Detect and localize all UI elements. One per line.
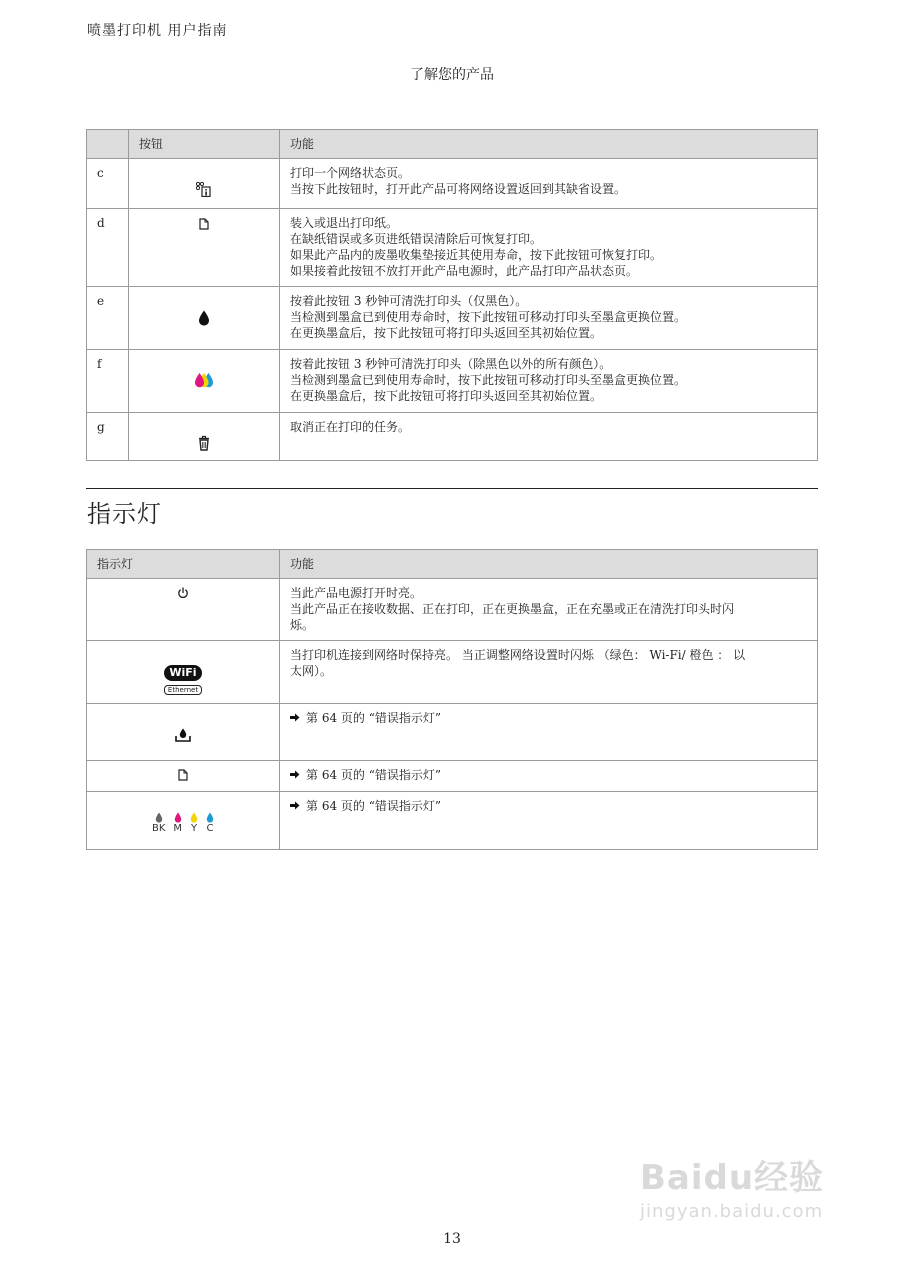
row-key: e	[87, 287, 129, 350]
function-line: 太网）。	[290, 664, 333, 678]
reference-line	[290, 767, 807, 783]
table-header-key	[87, 130, 129, 159]
row-key: c	[87, 159, 129, 209]
row-key: f	[87, 350, 129, 413]
table-row	[87, 287, 818, 350]
cmyk-ink-icon	[152, 812, 214, 835]
table-row	[87, 641, 818, 704]
buttons-table	[86, 129, 818, 461]
ink-c	[206, 812, 214, 835]
row-function	[280, 704, 818, 761]
table-row	[87, 209, 818, 287]
function-line: 取消正在打印的任务。	[290, 420, 411, 434]
watermark-logo-text: Baidu经验	[640, 1158, 825, 1198]
table-header-row	[87, 550, 818, 579]
cancel-trash-icon	[198, 435, 210, 455]
function-line: 在更换墨盒后，按下此按钮可将打印头返回至其初始位置。	[290, 326, 603, 340]
table-row	[87, 579, 818, 641]
section-title: 了解您的产品	[410, 67, 494, 83]
function-line: 按着此按钮 3 秒钟可清洗打印头（除黑色以外的所有颜色）。	[290, 357, 612, 371]
row-function	[280, 792, 818, 850]
function-line: 按着此按钮 3 秒钟可清洗打印头（仅黑色）。	[290, 294, 528, 308]
row-key: g	[87, 413, 129, 461]
row-function	[280, 641, 818, 704]
function-line: 在缺纸错误或多页进纸错误清除后可恢复打印。	[290, 232, 543, 246]
document-header-title: 喷墨打印机 用户指南	[87, 23, 228, 39]
wifi-ethernet-icon	[164, 665, 202, 695]
table-row	[87, 792, 818, 850]
ink-label: BK	[151, 823, 166, 834]
arrow-right-icon	[290, 710, 300, 726]
row-function	[280, 159, 818, 209]
row-function	[280, 350, 818, 413]
row-function	[280, 761, 818, 792]
ink-y	[190, 812, 198, 835]
ethernet-badge: Ethernet	[164, 685, 202, 695]
row-function	[280, 209, 818, 287]
baidu-watermark	[640, 1150, 824, 1222]
ink-m	[173, 812, 182, 835]
section-heading: 指示灯	[87, 500, 162, 528]
function-line: 当打印机连接到网络时保持亮。 当正调整网络设置时闪烁 （绿色： Wi-Fi/ 橙色 ： 以	[290, 648, 746, 662]
reference-link[interactable]: 第 64 页的 “错误指示灯”	[306, 799, 441, 813]
table-row	[87, 350, 818, 413]
ink-label: Y	[190, 823, 198, 834]
section-divider	[86, 488, 818, 489]
function-line: 打印一个网络状态页。	[290, 166, 411, 180]
function-line: 当检测到墨盒已到使用寿命时，按下此按钮可移动打印头至墨盒更换位置。	[290, 373, 687, 387]
table-row	[87, 704, 818, 761]
function-line: 当按下此按钮时，打开此产品可将网络设置返回到其缺省设置。	[290, 182, 627, 196]
function-line: 在更换墨盒后，按下此按钮可将打印头返回至其初始位置。	[290, 389, 603, 403]
row-function	[280, 579, 818, 641]
function-line: 当此产品正在接收数据、正在打印，正在更换墨盒，正在充墨或正在清洗打印头时闪	[290, 602, 735, 616]
row-function	[280, 287, 818, 350]
watermark-url: jingyan.baidu.com	[640, 1201, 824, 1222]
paper-icon	[199, 218, 209, 234]
ink-label: C	[206, 823, 214, 834]
ink-error-icon	[175, 728, 191, 746]
function-line: 装入或退出打印纸。	[290, 216, 399, 230]
ink-bk	[152, 812, 165, 835]
table-header-button: 按钮	[129, 130, 280, 159]
page-number: 13	[443, 1231, 461, 1247]
ink-label: M	[173, 823, 183, 834]
reference-link[interactable]: 第 64 页的 “错误指示灯”	[306, 768, 441, 782]
function-line: 如果接着此按钮不放打开此产品电源时，此产品打印产品状态页。	[290, 264, 639, 278]
paper-icon	[178, 769, 188, 785]
row-function	[280, 413, 818, 461]
table-row	[87, 413, 818, 461]
table-header-row	[87, 130, 818, 159]
lights-table	[86, 549, 818, 850]
reference-link[interactable]: 第 64 页的 “错误指示灯”	[306, 711, 441, 725]
function-line: 如果此产品内的废墨收集垫接近其使用寿命，按下此按钮可恢复打印。	[290, 248, 663, 262]
table-header-function: 功能	[280, 130, 818, 159]
color-ink-drops-icon	[192, 372, 216, 392]
power-icon	[177, 587, 189, 603]
network-status-icon	[195, 181, 211, 201]
table-row	[87, 159, 818, 209]
arrow-right-icon	[290, 798, 300, 814]
reference-line	[290, 798, 807, 814]
table-row	[87, 761, 818, 792]
black-ink-drop-icon	[198, 310, 210, 330]
table-header-function: 功能	[280, 550, 818, 579]
function-line: 当此产品电源打开时亮。	[290, 586, 423, 600]
row-key: d	[87, 209, 129, 287]
function-line: 当检测到墨盒已到使用寿命时，按下此按钮可移动打印头至墨盒更换位置。	[290, 310, 687, 324]
arrow-right-icon	[290, 767, 300, 783]
function-line: 烁。	[290, 618, 315, 632]
wifi-badge: WiFi	[164, 665, 201, 681]
table-header-light: 指示灯	[87, 550, 280, 579]
reference-line	[290, 710, 807, 726]
